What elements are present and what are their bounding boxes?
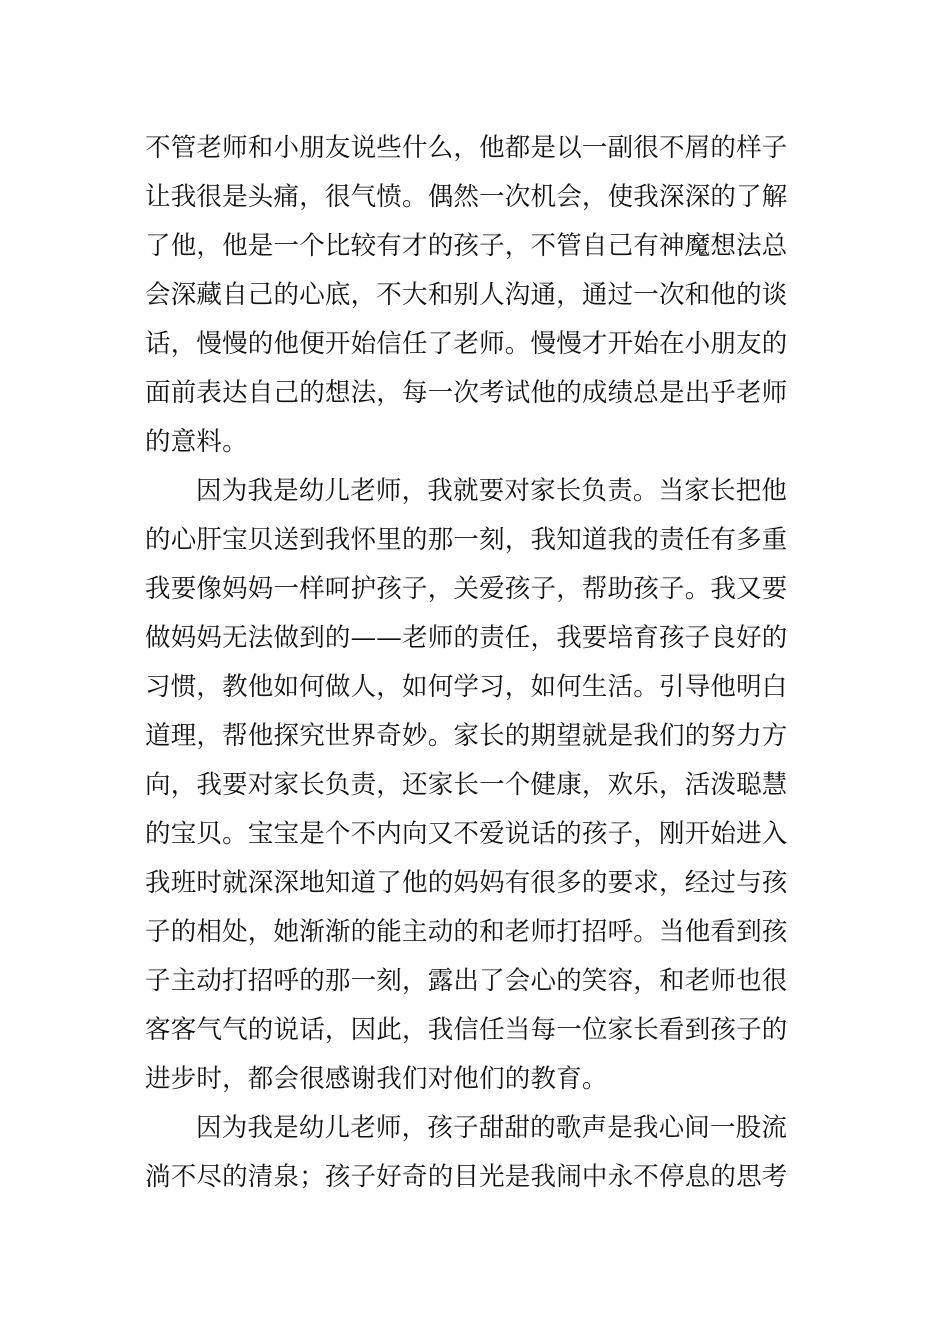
text-line: 子主动打招呼的那一刻，露出了会心的笑容，和老师也很 — [145, 966, 788, 996]
paragraph-3 — [145, 1104, 810, 1202]
text-line: 子的相处，她渐渐的能主动的和老师打招呼。当他看到孩 — [145, 917, 788, 947]
document-body — [145, 124, 810, 1202]
text-line: 淌不尽的清泉；孩子好奇的目光是我闹中永不停息的思考 — [145, 1162, 788, 1192]
text-line: 因为我是幼儿老师，我就要对家长负责。当家长把他 — [196, 476, 788, 506]
text-line: 让我很是头痛，很气愤。偶然一次机会，使我深深的了解 — [145, 182, 788, 212]
text-line: 进步时，都会很感谢我们对他们的教育。 — [145, 1064, 608, 1094]
text-line: 习惯，教他如何做人，如何学习，如何生活。引导他明白 — [145, 672, 788, 702]
text-line: 我班时就深深地知道了他的妈妈有很多的要求，经过与孩 — [145, 868, 788, 898]
text-line: 因为我是幼儿老师，孩子甜甜的歌声是我心间一股流 — [196, 1113, 788, 1143]
text-line: 会深藏自己的心底，不大和别人沟通，通过一次和他的谈 — [145, 280, 788, 310]
text-line: 客客气气的说话，因此，我信任当每一位家长看到孩子的 — [145, 1015, 788, 1045]
text-line: 话，慢慢的他便开始信任了老师。慢慢才开始在小朋友的 — [145, 329, 788, 359]
paragraph-2 — [145, 467, 810, 1104]
text-line: 的意料。 — [145, 427, 248, 457]
text-line: 不管老师和小朋友说些什么，他都是以一副很不屑的样子 — [145, 133, 788, 163]
text-line: 做妈妈无法做到的——老师的责任，我要培育孩子良好的 — [145, 623, 788, 653]
text-line: 的宝贝。宝宝是个不内向又不爱说话的孩子，刚开始进入 — [145, 819, 788, 849]
text-line: 的心肝宝贝送到我怀里的那一刻，我知道我的责任有多重 — [145, 525, 788, 555]
text-line: 面前表达自己的想法，每一次考试他的成绩总是出乎老师 — [145, 378, 788, 408]
paragraph-1 — [145, 124, 810, 467]
text-line: 道理，帮他探究世界奇妙。家长的期望就是我们的努力方 — [145, 721, 788, 751]
text-line: 了他，他是一个比较有才的孩子，不管自己有神魔想法总 — [145, 231, 788, 261]
text-line: 向，我要对家长负责，还家长一个健康，欢乐，活泼聪慧 — [145, 770, 788, 800]
text-line: 我要像妈妈一样呵护孩子，关爱孩子，帮助孩子。我又要 — [145, 574, 788, 604]
